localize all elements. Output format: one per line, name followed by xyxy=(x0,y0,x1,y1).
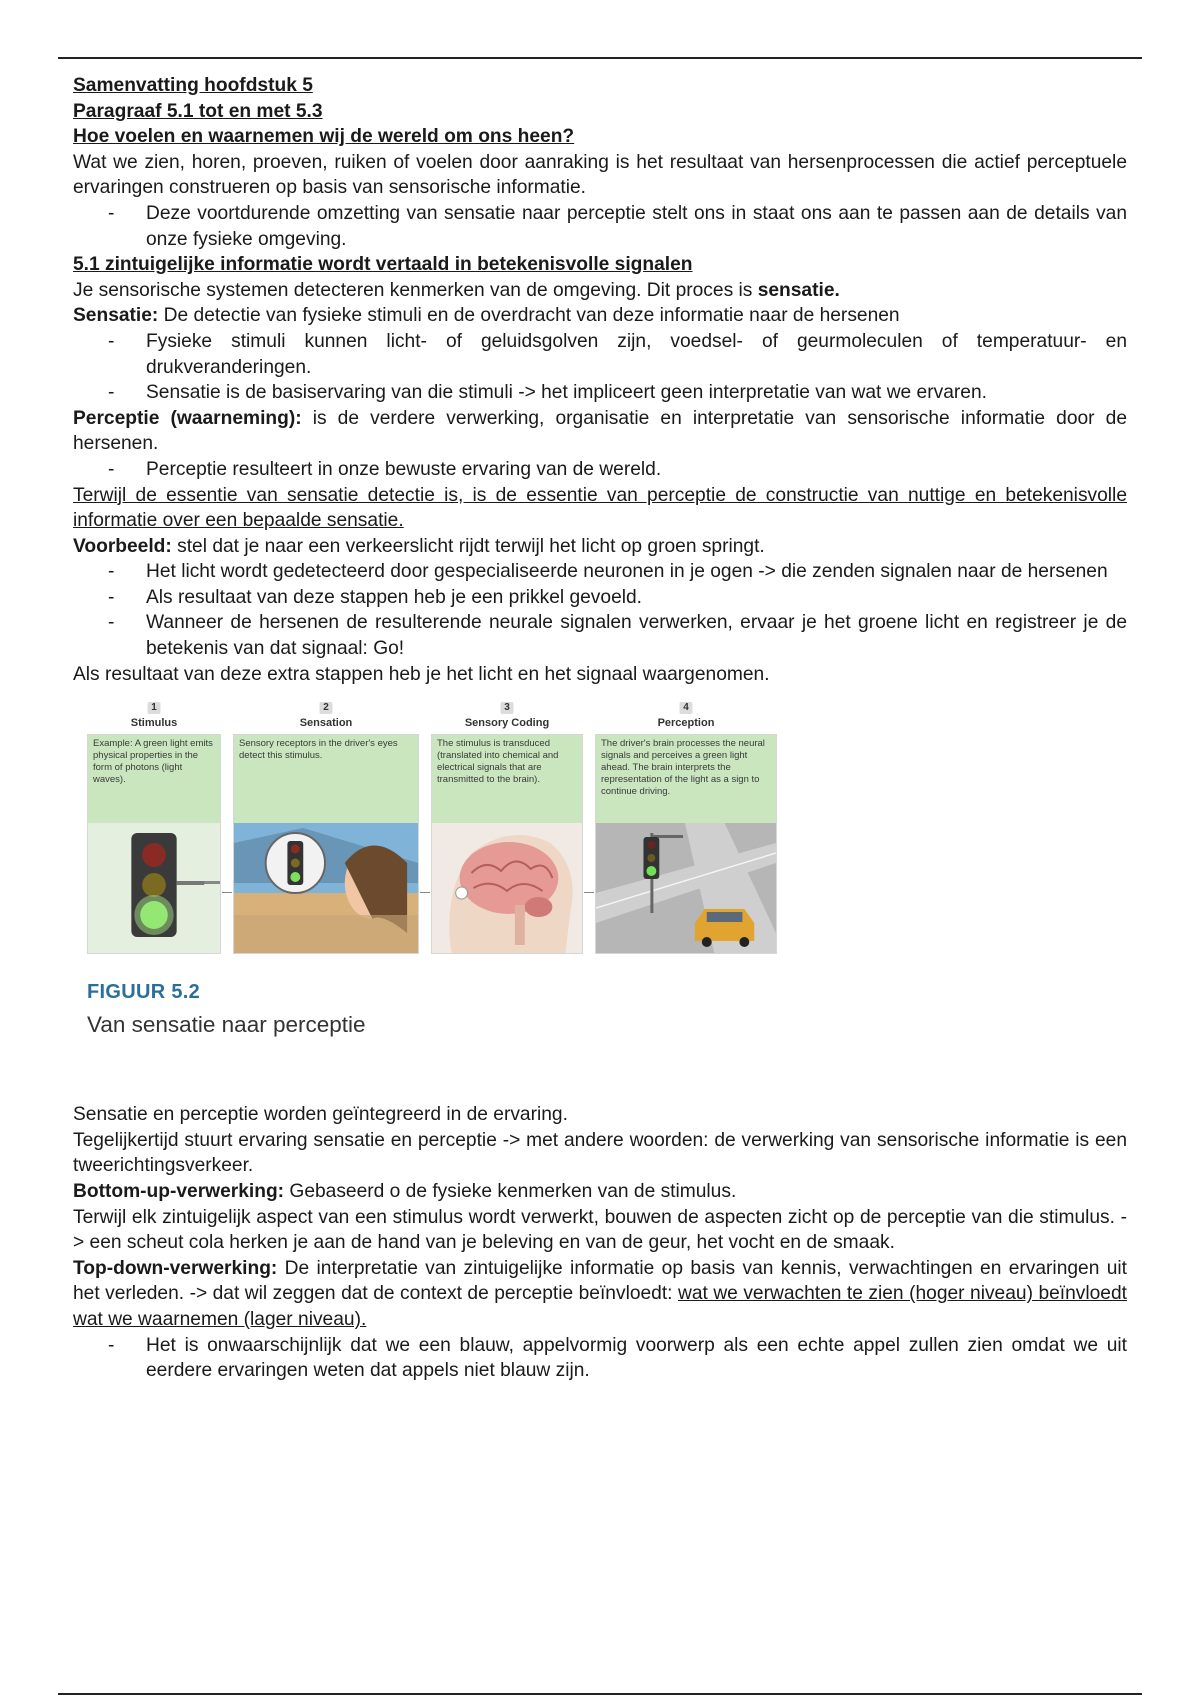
panel-number: 3 xyxy=(501,702,514,714)
term: Perceptie (waarneming): xyxy=(73,407,302,429)
list-item: - Wanneer de hersenen de resulterende neurale signalen verwerken, ervaar je het groene licht en registreer je de betekenis van dat signaal: Go! xyxy=(73,610,1127,661)
panel-number: 4 xyxy=(680,702,693,714)
essence-statement: Terwijl de essentie van sensatie detectie is, is de essentie van perceptie de constructie van nuttige en betekenisvolle informatie over een bepaalde sensatie. xyxy=(73,484,1127,532)
flow-arrow xyxy=(222,892,232,893)
paragraph-range-heading: Paragraaf 5.1 tot en met 5.3 xyxy=(73,100,323,122)
integration-text: Sensatie en perceptie worden geïntegreerd in de ervaring. xyxy=(73,1104,568,1126)
panel-description: Sensory receptors in the driver's eyes detect this stimulus. xyxy=(234,735,418,823)
voorbeeld-line: Voorbeeld: stel dat je naar een verkeerslicht rijdt terwijl het licht op groen springt. xyxy=(73,535,765,557)
list-item: - Fysieke stimuli kunnen licht- of geluidsgolven zijn, voedsel- of geurmoleculen of temperatuur- en drukveranderingen. xyxy=(73,329,1127,380)
panel-label: Perception xyxy=(657,717,715,730)
panel-label: Sensation xyxy=(299,717,353,730)
document-body xyxy=(73,73,1127,1384)
figure-panel-perception xyxy=(595,702,777,954)
top-down-list xyxy=(73,1333,1127,1384)
list-item: - Deze voortdurende omzetting van sensatie naar perceptie stelt ons in staat ons aan te passen aan de details van onze fysieke omgeving. xyxy=(73,201,1127,252)
traffic-light-illustration xyxy=(88,823,220,954)
conclusion-text: Als resultaat van deze extra stappen heb je het licht en het signaal waargenomen. xyxy=(73,663,770,685)
intro-list xyxy=(73,201,1127,252)
bottom-rule xyxy=(58,1693,1142,1695)
figure-panel-sensory-coding xyxy=(431,702,583,954)
top-rule xyxy=(58,57,1142,59)
flow-arrow xyxy=(420,892,430,893)
flow-arrow xyxy=(584,892,594,893)
list-item: - Het is onwaarschijnlijk dat we een blauw, appelvormig voorwerp als een echte appel zullen zien omdat we uit eerdere ervaringen weten dat appels niet blauw zijn. xyxy=(73,1333,1127,1384)
panel-label: Stimulus xyxy=(130,717,178,730)
panel-description: Example: A green light emits physical properties in the form of photons (light waves). xyxy=(88,735,220,823)
list-item: - Het licht wordt gedetecteerd door gespecialiseerde neuronen in je ogen -> die zenden signalen naar de hersenen xyxy=(73,559,1127,585)
figure-panel-sensation xyxy=(233,702,419,954)
list-item: - Perceptie resulteert in onze bewuste ervaring van de wereld. xyxy=(73,457,1127,483)
figure-title: Van sensatie naar perceptie xyxy=(87,1012,366,1038)
term: Sensatie: xyxy=(73,305,159,327)
chapter-heading: Samenvatting hoofdstuk 5 xyxy=(73,75,313,96)
section-heading-5-1: 5.1 zintuigelijke informatie wordt vertaald in betekenisvolle signalen xyxy=(73,254,693,276)
question-heading: Hoe voelen en waarnemen wij de wereld om ons heen? xyxy=(73,126,575,148)
driver-eye-illustration xyxy=(234,823,418,954)
sensatie-definition: Sensatie: De detectie van fysieke stimuli en de overdracht van deze informatie naar de hersenen xyxy=(73,305,900,327)
top-down-definition: Top-down-verwerking: De interpretatie van zintuigelijke informatie op basis van kennis, verwachtingen en ervaringen uit het verleden. -> dat wil zeggen dat de context de perceptie beïnvloedt: wat we verwachten te zien (hoger niveau) beïnvloedt wat we waarnemen (lager niveau). xyxy=(73,1257,1127,1330)
brain-illustration xyxy=(432,823,582,954)
term: Voorbeeld: xyxy=(73,535,172,557)
road-car-illustration xyxy=(596,823,776,954)
figure-panel-stimulus xyxy=(87,702,221,954)
panel-number: 1 xyxy=(148,702,161,714)
bottom-up-definition: Bottom-up-verwerking: Gebaseerd o de fysieke kenmerken van de stimulus. xyxy=(73,1181,737,1203)
intro-text: Wat we zien, horen, proeven, ruiken of voelen door aanraking is het resultaat van hersenprocessen die actief perceptuele ervaringen construeren op basis van sensorische informatie. xyxy=(73,151,1127,199)
bottom-up-example: Terwijl elk zintuigelijk aspect van een stimulus wordt verwerkt, bouwen de aspecten zicht op de perceptie van die stimulus. -> een scheut cola herken je aan de hand van je beleving en van de geur, het vocht en de smaak. xyxy=(73,1206,1127,1254)
figure-5-2 xyxy=(73,702,1127,1102)
panel-number: 2 xyxy=(320,702,333,714)
term: Bottom-up-verwerking: xyxy=(73,1181,285,1203)
sensatie-intro: Je sensorische systemen detecteren kenmerken van de omgeving. Dit proces is sensatie. xyxy=(73,279,840,301)
panel-description: The driver's brain processes the neural signals and perceives a green light ahead. The brain interprets the representation of the light as a sign to continue driving. xyxy=(596,735,776,823)
term: Top-down-verwerking: xyxy=(73,1257,278,1279)
perceptie-definition: Perceptie (waarneming): is de verdere verwerking, organisatie en interpretatie van sensorische informatie door de hersenen. xyxy=(73,407,1127,455)
sensatie-list xyxy=(73,329,1127,406)
panel-description: The stimulus is transduced (translated into chemical and electrical signals that are transmitted to the brain). xyxy=(432,735,582,823)
perceptie-list xyxy=(73,457,1127,483)
figure-label: FIGUUR 5.2 xyxy=(87,981,201,1004)
panel-label: Sensory Coding xyxy=(464,717,550,730)
list-item: - Als resultaat van deze stappen heb je een prikkel gevoeld. xyxy=(73,585,1127,611)
voorbeeld-list xyxy=(73,559,1127,661)
list-item: - Sensatie is de basiservaring van die stimuli -> het impliceert geen interpretatie van wat we ervaren. xyxy=(73,380,1127,406)
two-way-text: Tegelijkertijd stuurt ervaring sensatie en perceptie -> met andere woorden: de verwerking van sensorische informatie is een tweerichtingsverkeer. xyxy=(73,1129,1127,1177)
